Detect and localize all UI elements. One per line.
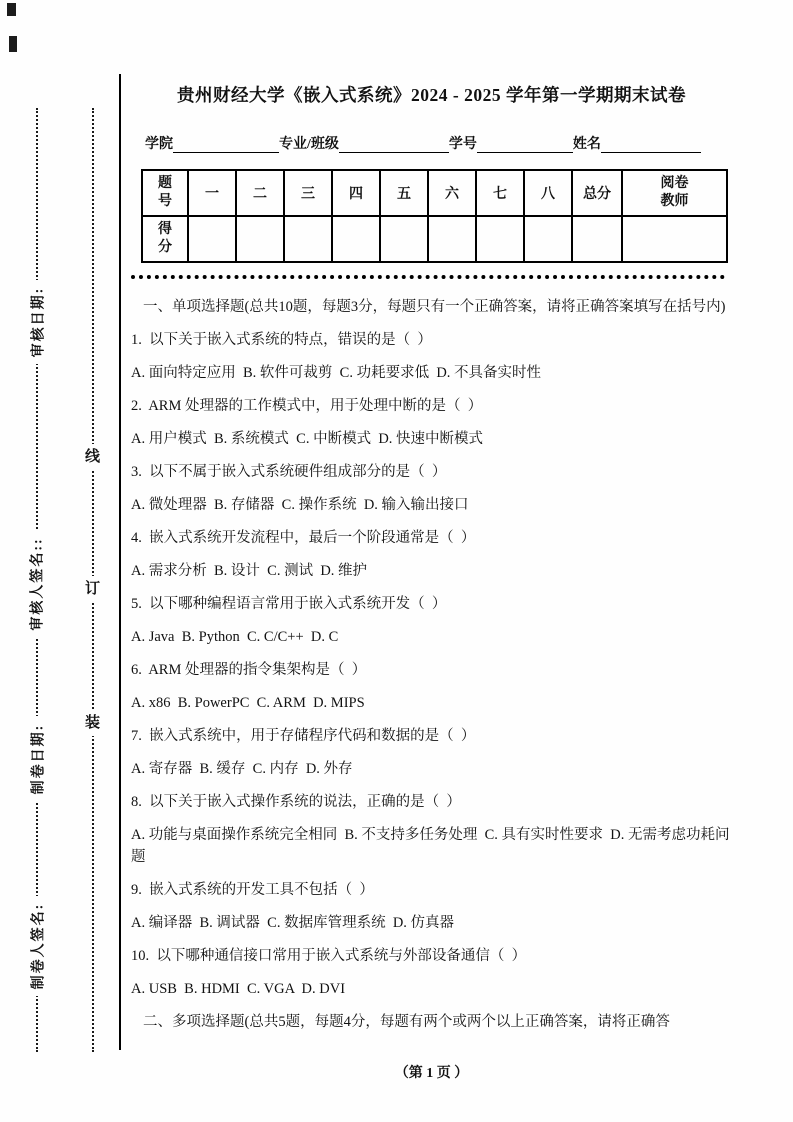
major-class-blank	[339, 135, 449, 153]
header-part-1: 一	[188, 170, 236, 216]
header-part-5: 五	[380, 170, 428, 216]
content-left-border	[119, 74, 121, 1050]
question-10-options: A. USB B. HDMI C. VGA D. DVI	[131, 980, 346, 997]
scan-mark	[7, 3, 16, 16]
exam-content	[131, 82, 732, 1044]
margin-label-maker-signature	[22, 896, 52, 996]
question-2-options: A. 用户模式 B. 系统模式 C. 中断模式 D. 快速中断模式	[131, 430, 484, 447]
score-cell	[188, 216, 236, 262]
college-blank	[173, 135, 279, 153]
student-id-blank	[477, 135, 573, 153]
header-grader: 阅卷教师	[622, 170, 727, 216]
question-2-stem: 2. ARM 处理器的工作模式中，用于处理中断的是（ ）	[131, 397, 483, 414]
score-cell	[622, 216, 727, 262]
header-part-7: 七	[476, 170, 524, 216]
question-6-stem: 6. ARM 处理器的指令集架构是（ ）	[131, 661, 367, 678]
question-3-options: A. 微处理器 B. 存储器 C. 操作系统 D. 输入输出接口	[131, 496, 469, 513]
info-label-college: 学院	[145, 137, 173, 152]
question-7-options: A. 寄存器 B. 缓存 C. 内存 D. 外存	[131, 760, 353, 777]
page-number-footer: （第 1 页 ）	[394, 1066, 469, 1081]
question-7-stem: 7. 嵌入式系统中，用于存储程序代码和数据的是（ ）	[131, 727, 476, 744]
info-label-major-class: 专业/班级	[279, 137, 339, 152]
margin-label-text: 制卷日期:	[31, 723, 47, 795]
question-10-stem: 10. 以下哪种通信接口常用于嵌入式系统与外部设备通信（ ）	[131, 947, 527, 964]
question-4-stem: 4. 嵌入式系统开发流程中，最后一个阶段通常是（ ）	[131, 529, 476, 546]
score-cell	[572, 216, 622, 262]
question-6-options: A. x86 B. PowerPC C. ARM D. MIPS	[131, 694, 365, 711]
question-8-stem: 8. 以下关于嵌入式操作系统的说法，正确的是（ ）	[131, 793, 461, 810]
name-blank	[601, 135, 701, 153]
question-list	[131, 296, 732, 1033]
header-part-8: 八	[524, 170, 572, 216]
margin-label-text: 制卷人签名:	[31, 902, 47, 990]
question-4-options: A. 需求分析 B. 设计 C. 测试 D. 维护	[131, 562, 368, 579]
margin-label-review-date	[22, 280, 52, 364]
margin-label-reviewer-signature	[22, 530, 52, 638]
page-title: 贵州财经大学《嵌入式系统》2024 - 2025 学年第一学期期末试卷	[177, 85, 686, 105]
header-part-4: 四	[332, 170, 380, 216]
binding-char-zhuang: 装	[80, 710, 105, 736]
margin-label-text: 审核人签名::	[31, 537, 47, 631]
question-5-stem: 5. 以下哪种编程语言常用于嵌入式系统开发（ ）	[131, 595, 447, 612]
binding-char-xian: 线	[80, 444, 105, 470]
score-cell	[476, 216, 524, 262]
header-part-3: 三	[284, 170, 332, 216]
binding-char-ding: 订	[80, 576, 105, 602]
header-question-number: 题号	[142, 170, 188, 216]
question-1-stem: 1. 以下关于嵌入式系统的特点，错误的是（ ）	[131, 331, 432, 348]
score-table-header-row	[142, 170, 727, 216]
question-8-options: A. 功能与桌面操作系统完全相同 B. 不支持多任务处理 C. 具有实时性要求 D. 无需考虑功耗问题	[131, 826, 730, 865]
section-2-heading: 二、多项选择题(总共5题，每题4分，每题有两个或两个以上正确答案，请将正确答	[143, 1013, 670, 1030]
score-row-label: 得分	[142, 216, 188, 262]
section-1-heading: 一、单项选择题(总共10题，每题3分，每题只有一个正确答案，请将正确答案填写在括号内)	[143, 299, 726, 315]
margin-label-making-date	[22, 716, 52, 802]
student-info-row	[145, 133, 732, 153]
question-3-stem: 3. 以下不属于嵌入式系统硬件组成部分的是（ ）	[131, 463, 447, 480]
score-cell	[524, 216, 572, 262]
question-9-options: A. 编译器 B. 调试器 C. 数据库管理系统 D. 仿真器	[131, 914, 455, 931]
score-table	[141, 169, 728, 263]
margin-label-text: 审核日期:	[31, 286, 47, 358]
question-9-stem: 9. 嵌入式系统的开发工具不包括（ ）	[131, 881, 374, 898]
question-5-options: A. Java B. Python C. C/C++ D. C	[131, 628, 339, 645]
header-part-2: 二	[236, 170, 284, 216]
score-cell	[332, 216, 380, 262]
info-label-student-id: 学号	[448, 137, 477, 152]
header-part-6: 六	[428, 170, 476, 216]
info-label-name: 姓名	[572, 137, 601, 152]
score-cell	[380, 216, 428, 262]
question-1-options: A. 面向特定应用 B. 软件可裁剪 C. 功耗要求低 D. 不具备实时性	[131, 364, 542, 381]
score-table-score-row	[142, 216, 727, 262]
header-total: 总分	[572, 170, 622, 216]
score-cell	[284, 216, 332, 262]
dotted-separator	[131, 275, 725, 279]
score-cell	[236, 216, 284, 262]
scan-mark	[9, 36, 17, 52]
score-cell	[428, 216, 476, 262]
